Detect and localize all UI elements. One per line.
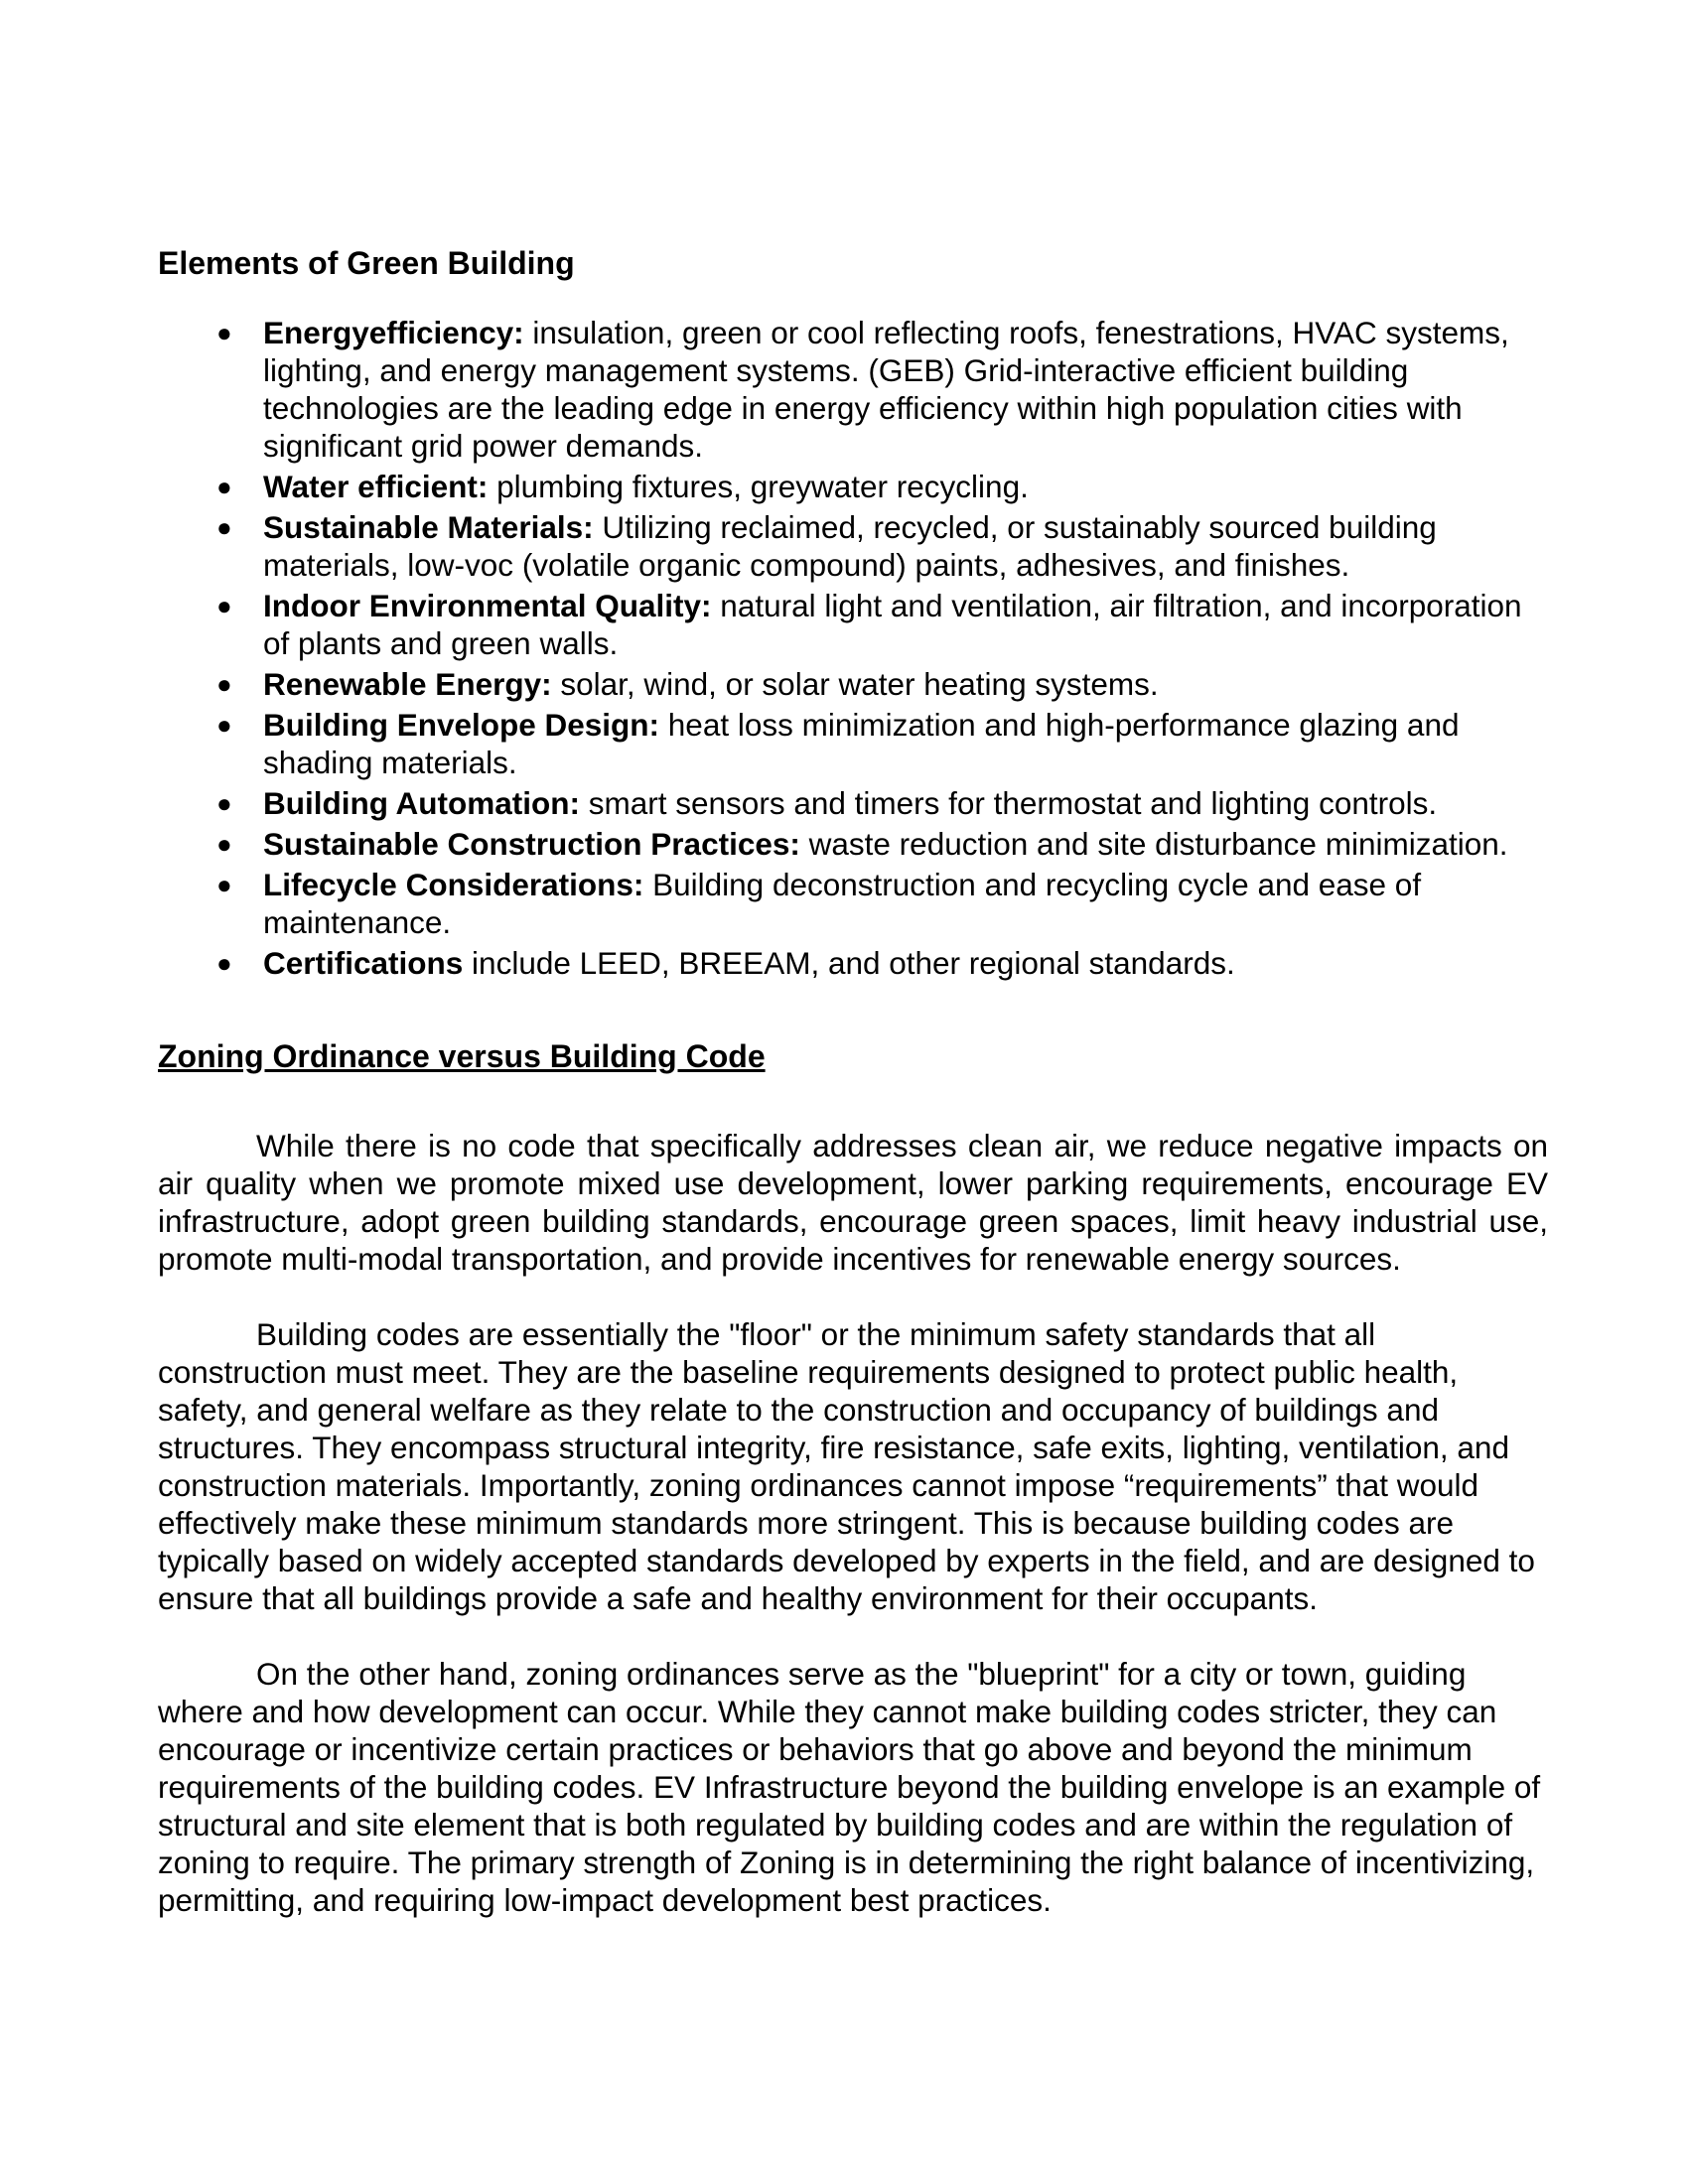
bullet-term: Sustainable Materials: xyxy=(263,509,594,545)
list-item-energy-efficiency xyxy=(158,314,1548,465)
bullet-text: include LEED, BREEAM, and other regional standards. xyxy=(463,945,1235,981)
paragraph-building-codes: Building codes are essentially the "floor" or the minimum safety standards that all construction must meet. They are the baseline requirements designed to protect public health, safety, and general welfare as they relate to the construction and occupancy of buildings and structures. They encompass structural integrity, fire resistance, safe exits, lighting, ventilation, and construction materials. Importantly, zoning ordinances cannot impose “requirements” that would effectively make these minimum standards more stringent. This is because building codes are typically based on widely accepted standards developed by experts in the field, and are designed to ensure that all buildings provide a safe and healthy environment for their occupants. xyxy=(158,1316,1535,1616)
bullet-term: Energyefficiency: xyxy=(263,315,524,350)
bullet-icon: ● xyxy=(216,788,232,818)
bullet-icon: ● xyxy=(216,870,232,899)
section-heading-zoning-vs-building-code: Zoning Ordinance versus Building Code xyxy=(158,1038,766,1074)
section-heading-green-building: Elements of Green Building xyxy=(158,245,575,281)
list-item-indoor-environmental-quality xyxy=(158,587,1548,662)
paragraph-clean-air: While there is no code that specifically addresses clean air, we reduce negative impacts on air quality when we promote mixed use development, lower parking requirements, encourage EV infrastructure, adopt green building standards, encourage green spaces, limit heavy industrial use, promote multi-modal transportation, and provide incentives for renewable energy sources. xyxy=(158,1128,1548,1277)
bullet-icon: ● xyxy=(216,710,232,740)
list-item-certifications xyxy=(158,944,1548,982)
green-building-elements-list xyxy=(158,314,1548,982)
bullet-term: Certifications xyxy=(263,945,464,981)
bullet-text: heat loss minimization and high-performance glazing and shading materials. xyxy=(263,707,1460,780)
list-item-building-envelope-design xyxy=(158,706,1548,781)
paragraph-zoning-ordinances: On the other hand, zoning ordinances serve as the "blueprint" for a city or town, guiding where and how development can occur. While they cannot make building codes stricter, they can encourage or incentivize certain practices or behaviors that go above and beyond the minimum requirements of the building codes. EV Infrastructure beyond the building envelope is an example of structural and site element that is both regulated by building codes and are within the regulation of zoning to require. The primary strength of Zoning is in determining the right balance of incentivizing, permitting, and requiring low-impact development best practices. xyxy=(158,1656,1541,1918)
bullet-term: Indoor Environmental Quality: xyxy=(263,588,712,623)
bullet-term: Water efficient: xyxy=(263,469,489,504)
bullet-icon: ● xyxy=(216,591,232,620)
bullet-text: smart sensors and timers for thermostat and lighting controls. xyxy=(580,785,1438,821)
bullet-text: Building deconstruction and recycling cycle and ease of maintenance. xyxy=(263,867,1422,940)
bullet-term: Sustainable Construction Practices: xyxy=(263,826,800,862)
bullet-icon: ● xyxy=(216,948,232,978)
bullet-icon: ● xyxy=(216,829,232,859)
bullet-term: Building Envelope Design: xyxy=(263,707,660,743)
bullet-term: Building Automation: xyxy=(263,785,581,821)
bullet-text: insulation, green or cool reflecting roofs, fenestrations, HVAC systems, lighting, and energy management systems. (GEB) Grid-interactive efficient building technologies are the leading edge in energy efficiency within high population cities with significant grid power demands. xyxy=(263,315,1509,464)
bullet-text: waste reduction and site disturbance minimization. xyxy=(799,826,1508,862)
document-page xyxy=(158,238,1548,1919)
list-item-renewable-energy xyxy=(158,665,1548,703)
list-item-building-automation xyxy=(158,784,1548,822)
bullet-text: natural light and ventilation, air filtration, and incorporation of plants and green walls. xyxy=(263,588,1522,661)
bullet-icon: ● xyxy=(216,472,232,501)
bullet-term: Lifecycle Considerations: xyxy=(263,867,644,902)
bullet-text: solar, wind, or solar water heating systems. xyxy=(551,666,1159,702)
bullet-icon: ● xyxy=(216,318,232,347)
bullet-term: Renewable Energy: xyxy=(263,666,552,702)
list-item-sustainable-construction-practices xyxy=(158,825,1548,863)
list-item-water-efficient xyxy=(158,468,1548,505)
bullet-text: plumbing fixtures, greywater recycling. xyxy=(488,469,1029,504)
bullet-text: Utilizing reclaimed, recycled, or sustainably sourced building materials, low-voc (volatile organic compound) paints, adhesives, and finishes. xyxy=(263,509,1437,583)
list-item-sustainable-materials xyxy=(158,508,1548,584)
list-item-lifecycle-considerations xyxy=(158,866,1548,941)
bullet-icon: ● xyxy=(216,669,232,699)
bullet-icon: ● xyxy=(216,512,232,542)
